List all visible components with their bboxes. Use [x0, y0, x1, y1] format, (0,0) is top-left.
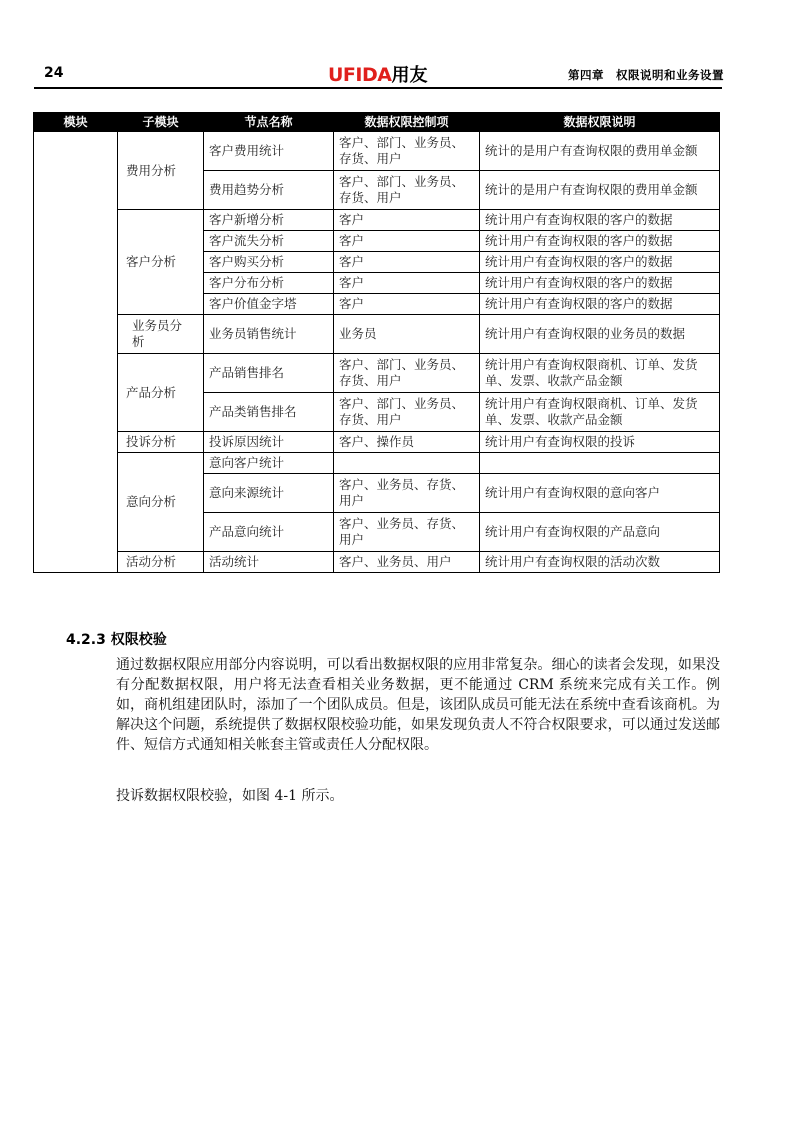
table-row [34, 432, 720, 453]
logo-brand-text: UFIDA [328, 64, 392, 86]
control-cell: 客户、部门、业务员、存货、用户 [334, 132, 480, 171]
figure-reference-paragraph: 投诉数据权限校验，如图 4-1 所示。 [116, 788, 344, 804]
ufida-logo [328, 61, 427, 87]
description-cell: 统计的是用户有查询权限的费用单金额 [480, 171, 720, 210]
control-cell: 客户 [334, 273, 480, 294]
node-cell: 产品类销售排名 [204, 393, 334, 432]
description-cell: 统计用户有查询权限的业务员的数据 [480, 315, 720, 354]
description-cell [480, 453, 720, 474]
table-row [34, 552, 720, 573]
description-cell: 统计用户有查询权限的客户的数据 [480, 231, 720, 252]
node-cell: 客户新增分析 [204, 210, 334, 231]
description-cell: 统计用户有查询权限的客户的数据 [480, 294, 720, 315]
table-row [34, 354, 720, 393]
body-paragraph: 通过数据权限应用部分内容说明，可以看出数据权限的应用非常复杂。细心的读者会发现，如果没有分配数据权限，用户将无法查看相关业务数据，更不能通过 CRM 系统来完成有关工作。例如，商机组建团队时，添加了一个团队成员。但是，该团队成员可能无法在系统中查看该商机。为解决这个问题，系统提供了数据权限校验功能，如果发现负责人不符合权限要求，可以通过发送邮件、短信方式通知相关帐套主管或责任人分配权限。 [116, 657, 720, 753]
node-cell: 投诉原因统计 [204, 432, 334, 453]
description-cell: 统计用户有查询权限的客户的数据 [480, 252, 720, 273]
module-cell [34, 132, 118, 573]
description-cell: 统计用户有查询权限的产品意向 [480, 513, 720, 552]
node-cell: 产品意向统计 [204, 513, 334, 552]
control-cell: 客户、业务员、存货、用户 [334, 474, 480, 513]
control-cell: 客户、部门、业务员、存货、用户 [334, 171, 480, 210]
submodule-cell: 费用分析 [118, 132, 204, 210]
control-cell: 客户 [334, 252, 480, 273]
description-cell: 统计用户有查询权限的客户的数据 [480, 210, 720, 231]
control-cell: 客户、操作员 [334, 432, 480, 453]
node-cell: 客户费用统计 [204, 132, 334, 171]
control-cell: 客户 [334, 294, 480, 315]
node-cell: 客户购买分析 [204, 252, 334, 273]
column-header-control-item: 数据权限控制项 [334, 113, 480, 132]
chapter-title: 第四章 权限说明和业务设置 [568, 68, 724, 82]
section-heading: 4.2.3 权限校验 [66, 632, 167, 648]
submodule-cell: 投诉分析 [118, 432, 204, 453]
submodule-cell: 产品分析 [118, 354, 204, 432]
node-cell: 客户价值金字塔 [204, 294, 334, 315]
node-cell: 产品销售排名 [204, 354, 334, 393]
node-cell: 意向来源统计 [204, 474, 334, 513]
control-cell [334, 453, 480, 474]
control-cell: 客户 [334, 210, 480, 231]
submodule-cell: 意向分析 [118, 453, 204, 552]
submodule-cell: 活动分析 [118, 552, 204, 573]
description-cell: 统计的是用户有查询权限的费用单金额 [480, 132, 720, 171]
node-cell: 客户流失分析 [204, 231, 334, 252]
table-row [34, 453, 720, 474]
header-divider [34, 87, 722, 89]
description-cell: 统计用户有查询权限的意向客户 [480, 474, 720, 513]
description-cell: 统计用户有查询权限商机、订单、发货单、发票、收款产品金额 [480, 393, 720, 432]
control-cell: 客户、部门、业务员、存货、用户 [334, 354, 480, 393]
node-cell: 业务员销售统计 [204, 315, 334, 354]
submodule-cell: 业务员分析 [118, 315, 204, 354]
column-header-module: 模块 [34, 113, 118, 132]
description-cell: 统计用户有查询权限的活动次数 [480, 552, 720, 573]
table-row [34, 132, 720, 171]
table-row [34, 315, 720, 354]
control-cell: 业务员 [334, 315, 480, 354]
description-cell: 统计用户有查询权限的投诉 [480, 432, 720, 453]
description-cell: 统计用户有查询权限的客户的数据 [480, 273, 720, 294]
control-cell: 客户、业务员、存货、用户 [334, 513, 480, 552]
table-row [34, 210, 720, 231]
node-cell: 客户分布分析 [204, 273, 334, 294]
control-cell: 客户 [334, 231, 480, 252]
column-header-submodule: 子模块 [118, 113, 204, 132]
submodule-cell: 客户分析 [118, 210, 204, 315]
control-cell: 客户、业务员、用户 [334, 552, 480, 573]
data-permission-table [33, 112, 720, 573]
table-header-row [34, 113, 720, 132]
description-cell: 统计用户有查询权限商机、订单、发货单、发票、收款产品金额 [480, 354, 720, 393]
page-number: 24 [44, 65, 64, 81]
node-cell: 活动统计 [204, 552, 334, 573]
node-cell: 意向客户统计 [204, 453, 334, 474]
control-cell: 客户、部门、业务员、存货、用户 [334, 393, 480, 432]
column-header-node-name: 节点名称 [204, 113, 334, 132]
column-header-description: 数据权限说明 [480, 113, 720, 132]
logo-chinese-text: 用友 [391, 65, 428, 86]
node-cell: 费用趋势分析 [204, 171, 334, 210]
